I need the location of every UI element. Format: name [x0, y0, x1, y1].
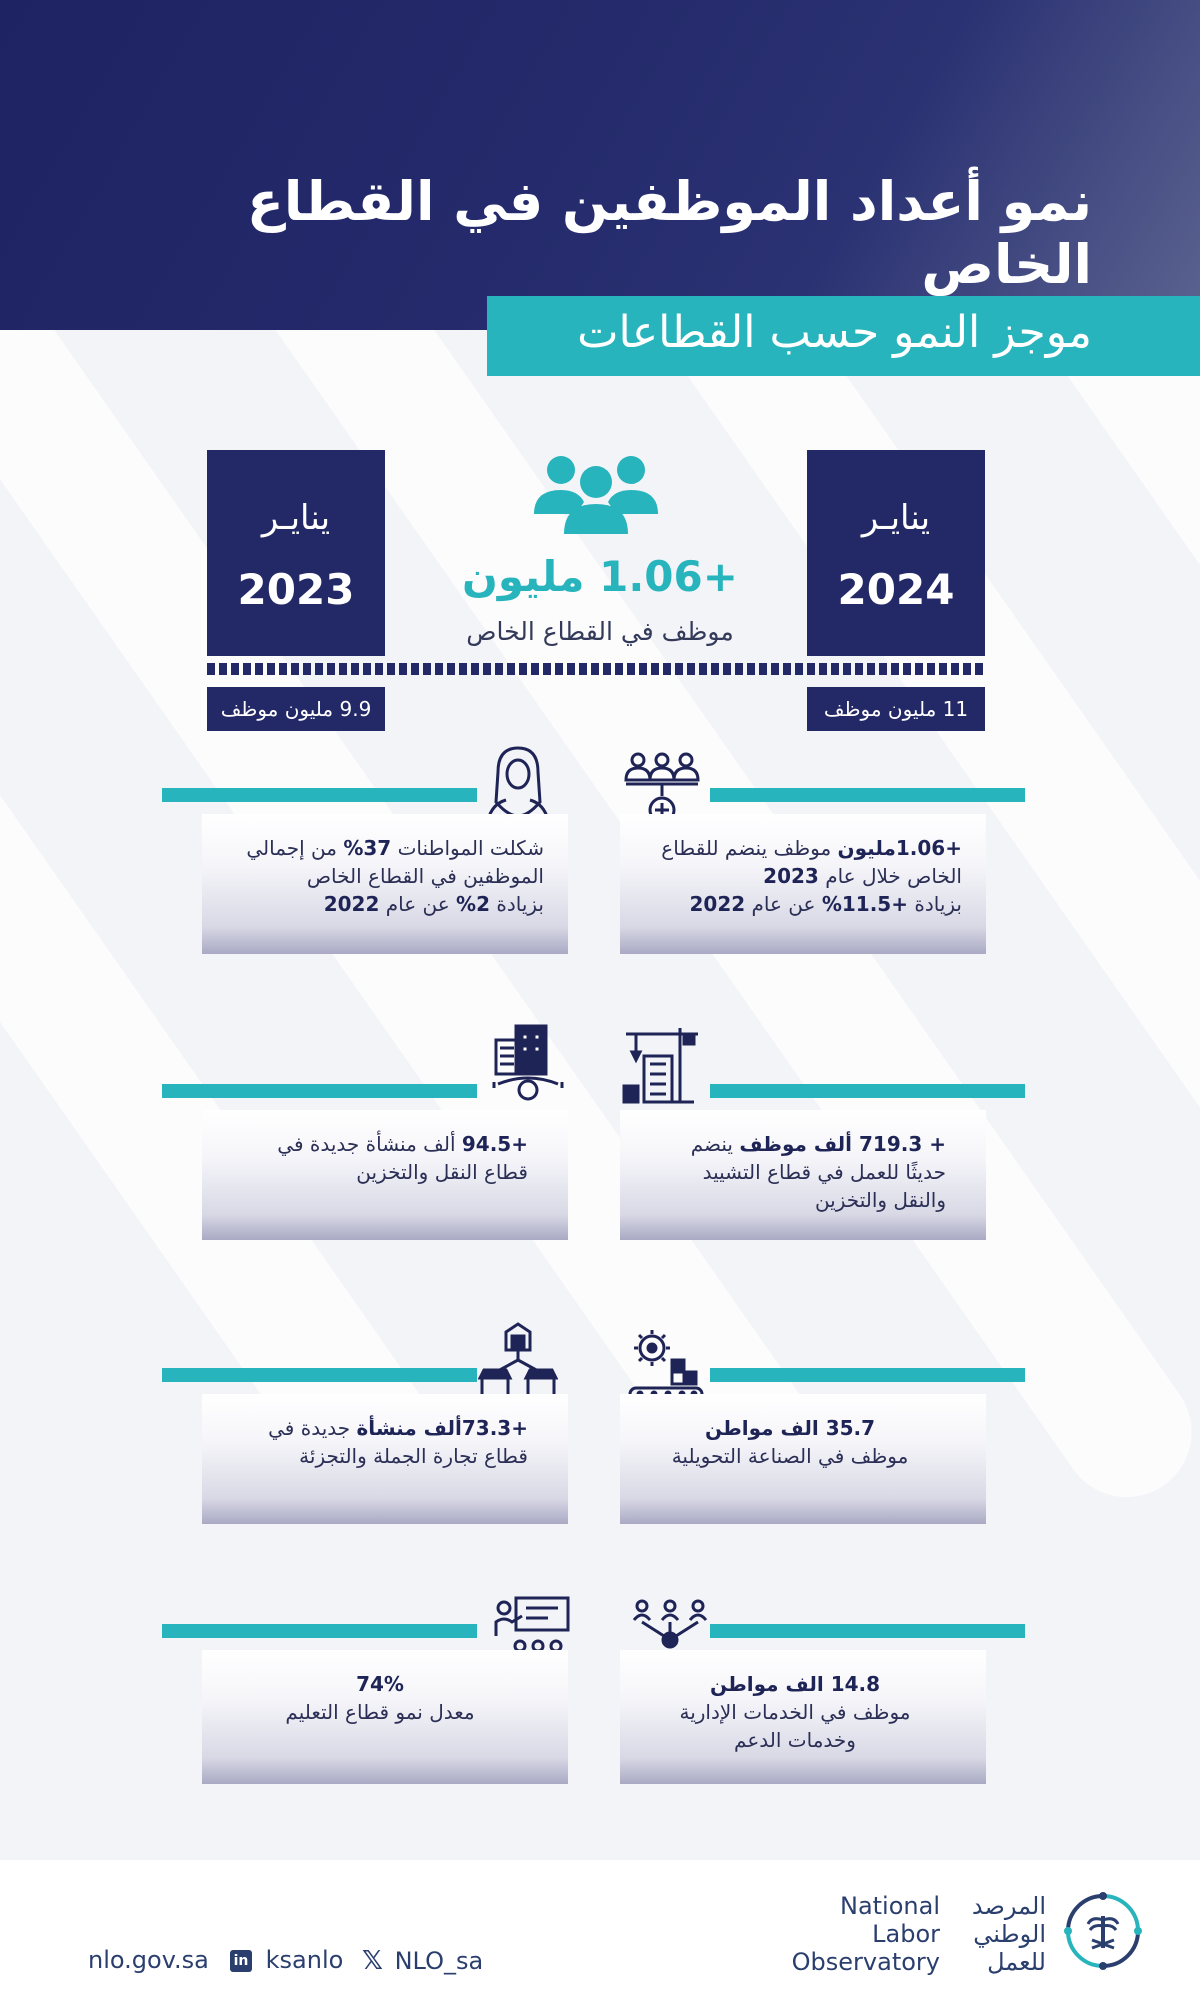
card-text: +73.3ألف منشأة جديدة في قطاع تجارة الجملة والتجزئة [268, 1416, 528, 1468]
stat-card [202, 1110, 568, 1240]
logo-line: للعمل [987, 1948, 1046, 1976]
card-text: + 719.3 ألف موظف ينضم حديثًا للعمل في قطاع التشييد والنقل والتخزين [690, 1132, 946, 1212]
card-text: +1.06مليون موظف ينضم للقطاع الخاص خلال عام 2023 بزيادة +11.5% عن عام 2022 [661, 836, 962, 916]
warehouse-stores-icon [478, 1320, 558, 1400]
card-divider [710, 788, 1025, 802]
logo-text-arabic [946, 1892, 1046, 1976]
logo-line: الوطني [973, 1920, 1046, 1948]
stat-card [620, 1110, 986, 1240]
timeline-dotted-line [207, 663, 985, 675]
logo-line: Observatory [791, 1948, 940, 1976]
card-divider [710, 1624, 1025, 1638]
card-divider [162, 788, 477, 802]
growth-label: موظف في القطاع الخاص [466, 617, 734, 646]
card-divider [162, 1624, 477, 1638]
woman-hijab-icon [478, 742, 558, 822]
construction-crane-icon [622, 1026, 702, 1106]
year-label: 2024 [837, 565, 955, 614]
stat-card [620, 1394, 986, 1524]
stat-card [202, 1394, 568, 1524]
card-text: 14.8 الف مواطن موظف في الخدمات الإدارية وخدمات الدعم [679, 1672, 911, 1752]
stat-card [620, 1650, 986, 1784]
card-divider [710, 1084, 1025, 1098]
stat-card [202, 1650, 568, 1784]
building-gear-icon [488, 1022, 568, 1102]
card-divider [710, 1368, 1025, 1382]
logo-line: Labor [872, 1920, 940, 1948]
growth-value: +1.06 مليون [462, 552, 738, 601]
card-divider [162, 1084, 477, 1098]
stat-card [620, 814, 986, 954]
year-box-2024 [807, 450, 985, 656]
count-2024: 11 مليون موظف [807, 687, 985, 731]
page-title: نمو أعداد الموظفين في القطاع الخاص [247, 170, 1092, 296]
year-label: 2023 [237, 565, 355, 614]
card-divider [162, 1368, 477, 1382]
x-icon: 𝕏 [362, 1946, 383, 1976]
month-label: ينايـر [861, 498, 931, 538]
logo-line: National [839, 1892, 940, 1920]
logo-line: المرصد [971, 1892, 1046, 1920]
page-subtitle: موجز النمو حسب القطاعات [577, 307, 1092, 358]
x-link[interactable] [362, 1946, 483, 1976]
linkedin-handle: ksanlo [265, 1946, 344, 1974]
stat-card [202, 814, 568, 954]
card-text: شكلت المواطنات 37% من إجمالي الموظفين في القطاع الخاص بزيادة 2% عن عام 2022 [246, 836, 544, 916]
website-link[interactable]: nlo.gov.sa [88, 1946, 209, 1974]
year-box-2023 [207, 450, 385, 656]
card-text: +94.5 ألف منشأة جديدة في قطاع النقل والتخزين [277, 1132, 528, 1184]
nlo-logo-icon [1062, 1890, 1144, 1972]
card-text: 35.7 الف مواطن موظف في الصناعة التحويلية [671, 1416, 909, 1468]
logo-text-english [790, 1892, 940, 1976]
count-2023: 9.9 مليون موظف [207, 687, 385, 731]
linkedin-icon: in [230, 1950, 252, 1972]
people-group-icon [526, 448, 666, 534]
x-handle: NLO_sa [394, 1947, 484, 1975]
month-label: ينايـر [261, 498, 331, 538]
card-text: 74% معدل نمو قطاع التعليم [285, 1672, 475, 1724]
linkedin-link[interactable] [230, 1946, 343, 1974]
